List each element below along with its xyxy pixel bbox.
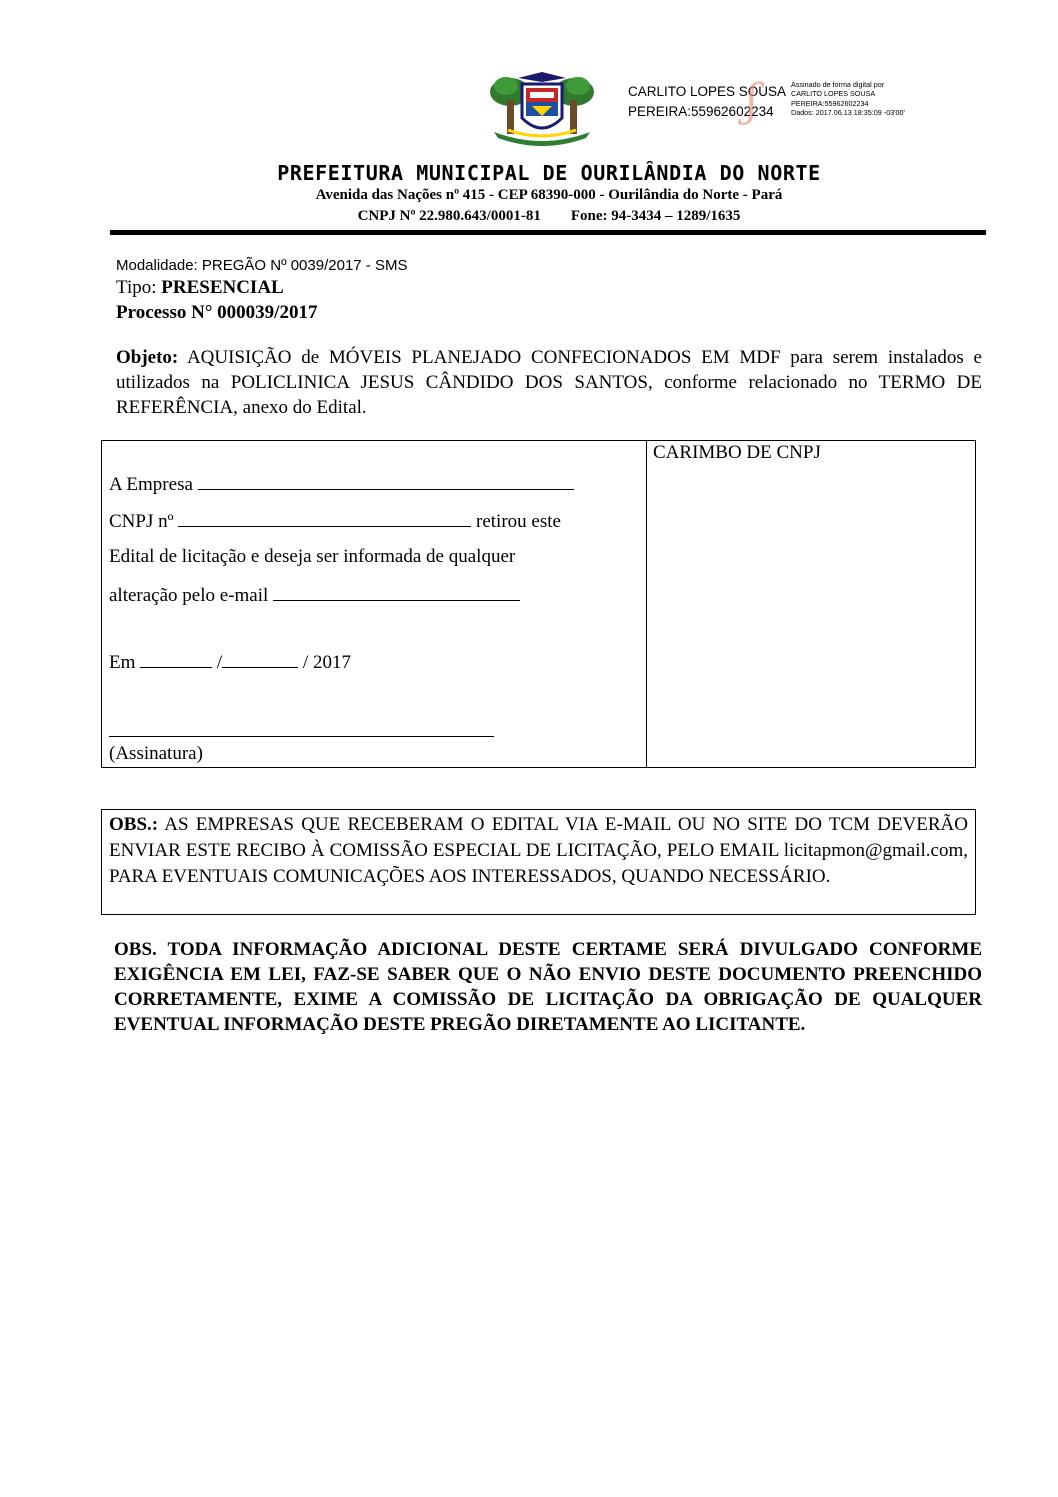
tipo-line bbox=[116, 277, 284, 299]
cnpj-label: CNPJ nº bbox=[109, 511, 174, 532]
date-day-field[interactable] bbox=[140, 650, 212, 668]
signature-detail-line-4: Dados: 2017.06.13 18:35:09 -03'00' bbox=[791, 108, 905, 118]
signature-scribble-mark: ʃ bbox=[746, 75, 758, 126]
date-separator: / bbox=[216, 652, 223, 673]
signature-detail-line-3: PEREIRA:55962602234 bbox=[791, 98, 869, 108]
objeto-label: Objeto: bbox=[116, 347, 179, 368]
empresa-label: A Empresa bbox=[109, 474, 193, 495]
header-divider bbox=[110, 230, 986, 235]
signature-details bbox=[791, 80, 905, 118]
receipt-form-box bbox=[101, 440, 976, 768]
signer-name bbox=[628, 75, 787, 126]
obs-label: OBS.: bbox=[109, 814, 159, 835]
obs-text: AS EMPRESAS QUE RECEBERAM O EDITAL VIA E-MAIL OU NO SITE DO TCM DEVERÃO ENVIAR ESTE RECIBO À COMISSÃO ESPECIAL DE LICITAÇÃO, PELO EMAIL licitapmon@gmail.com, PARA EVENTUAIS COMUNICAÇÕES AOS INTERESSADOS, QUANDO NECESSÁRIO. bbox=[109, 814, 968, 887]
tipo-label: Tipo: bbox=[116, 277, 162, 298]
municipal-crest-logo bbox=[488, 72, 596, 146]
objeto-paragraph bbox=[116, 345, 982, 420]
signature-detail-line-1: Assinado de forma digital por bbox=[791, 80, 885, 89]
receipt-column-divider bbox=[646, 441, 647, 767]
cnpj-stamp-label: CARIMBO DE CNPJ bbox=[653, 442, 821, 463]
signer-name-line-1: CARLITO LOPES SOUSA bbox=[628, 84, 787, 99]
date-prefix: Em bbox=[109, 652, 136, 673]
date-year: / 2017 bbox=[302, 652, 351, 673]
cnpj-field[interactable] bbox=[178, 509, 471, 527]
date-line bbox=[109, 650, 351, 674]
signature-detail-line-2: CARLITO LOPES SOUSA bbox=[791, 89, 876, 99]
email-label: alteração pelo e-mail bbox=[109, 585, 269, 606]
cnpj-line bbox=[109, 509, 561, 533]
empresa-line bbox=[109, 472, 574, 496]
modalidade-line: Modalidade: PREGÃO Nº 0039/2017 - SMS bbox=[116, 257, 408, 274]
header-contact: CNPJ Nº 22.980.643/0001-81 Fone: 94-3434 – 1289/1635 bbox=[357, 208, 741, 224]
cnpj-suffix: retirou este bbox=[476, 511, 561, 532]
processo-line: Processo N° 000039/2017 bbox=[116, 302, 318, 323]
email-field[interactable] bbox=[273, 583, 520, 601]
date-month-field[interactable] bbox=[222, 650, 298, 668]
obs-notice-box bbox=[101, 809, 976, 915]
signer-name-line-2: PEREIRA:55962602234 bbox=[628, 104, 774, 119]
digital-signature bbox=[628, 75, 948, 126]
assinatura-label: (Assinatura) bbox=[109, 743, 203, 764]
email-line bbox=[109, 583, 520, 607]
signature-field[interactable] bbox=[109, 736, 494, 737]
obs-final-paragraph: OBS. TODA INFORMAÇÃO ADICIONAL DESTE CERTAME SERÁ DIVULGADO CONFORME EXIGÊNCIA EM LEI, FAZ-SE SABER QUE O NÃO ENVIO DESTE DOCUMENTO PREENCHIDO CORRETAMENTE, EXIME A COMISSÃO DE LICITAÇÃO DA OBRIGAÇÃO DE QUALQUER EVENTUAL INFORMAÇÃO DESTE PREGÃO DIRETAMENTE AO LICITANTE. bbox=[114, 939, 982, 1035]
header-address: Avenida das Nações nº 415 - CEP 68390-000 - Ourilândia do Norte - Pará bbox=[315, 187, 783, 203]
objeto-text: AQUISIÇÃO de MÓVEIS PLANEJADO CONFECIONADOS EM MDF para serem instalados e utilizados na POLICLINICA JESUS CÂNDIDO DOS SANTOS, conforme relacionado no TERMO DE REFERÊNCIA, anexo do Edital. bbox=[116, 347, 982, 418]
edital-line: Edital de licitação e deseja ser informada de qualquer bbox=[109, 546, 516, 567]
tipo-value: PRESENCIAL bbox=[161, 277, 284, 298]
empresa-field[interactable] bbox=[198, 472, 574, 490]
header-title: PREFEITURA MUNICIPAL DE OURILÂNDIA DO NORTE bbox=[277, 161, 821, 185]
